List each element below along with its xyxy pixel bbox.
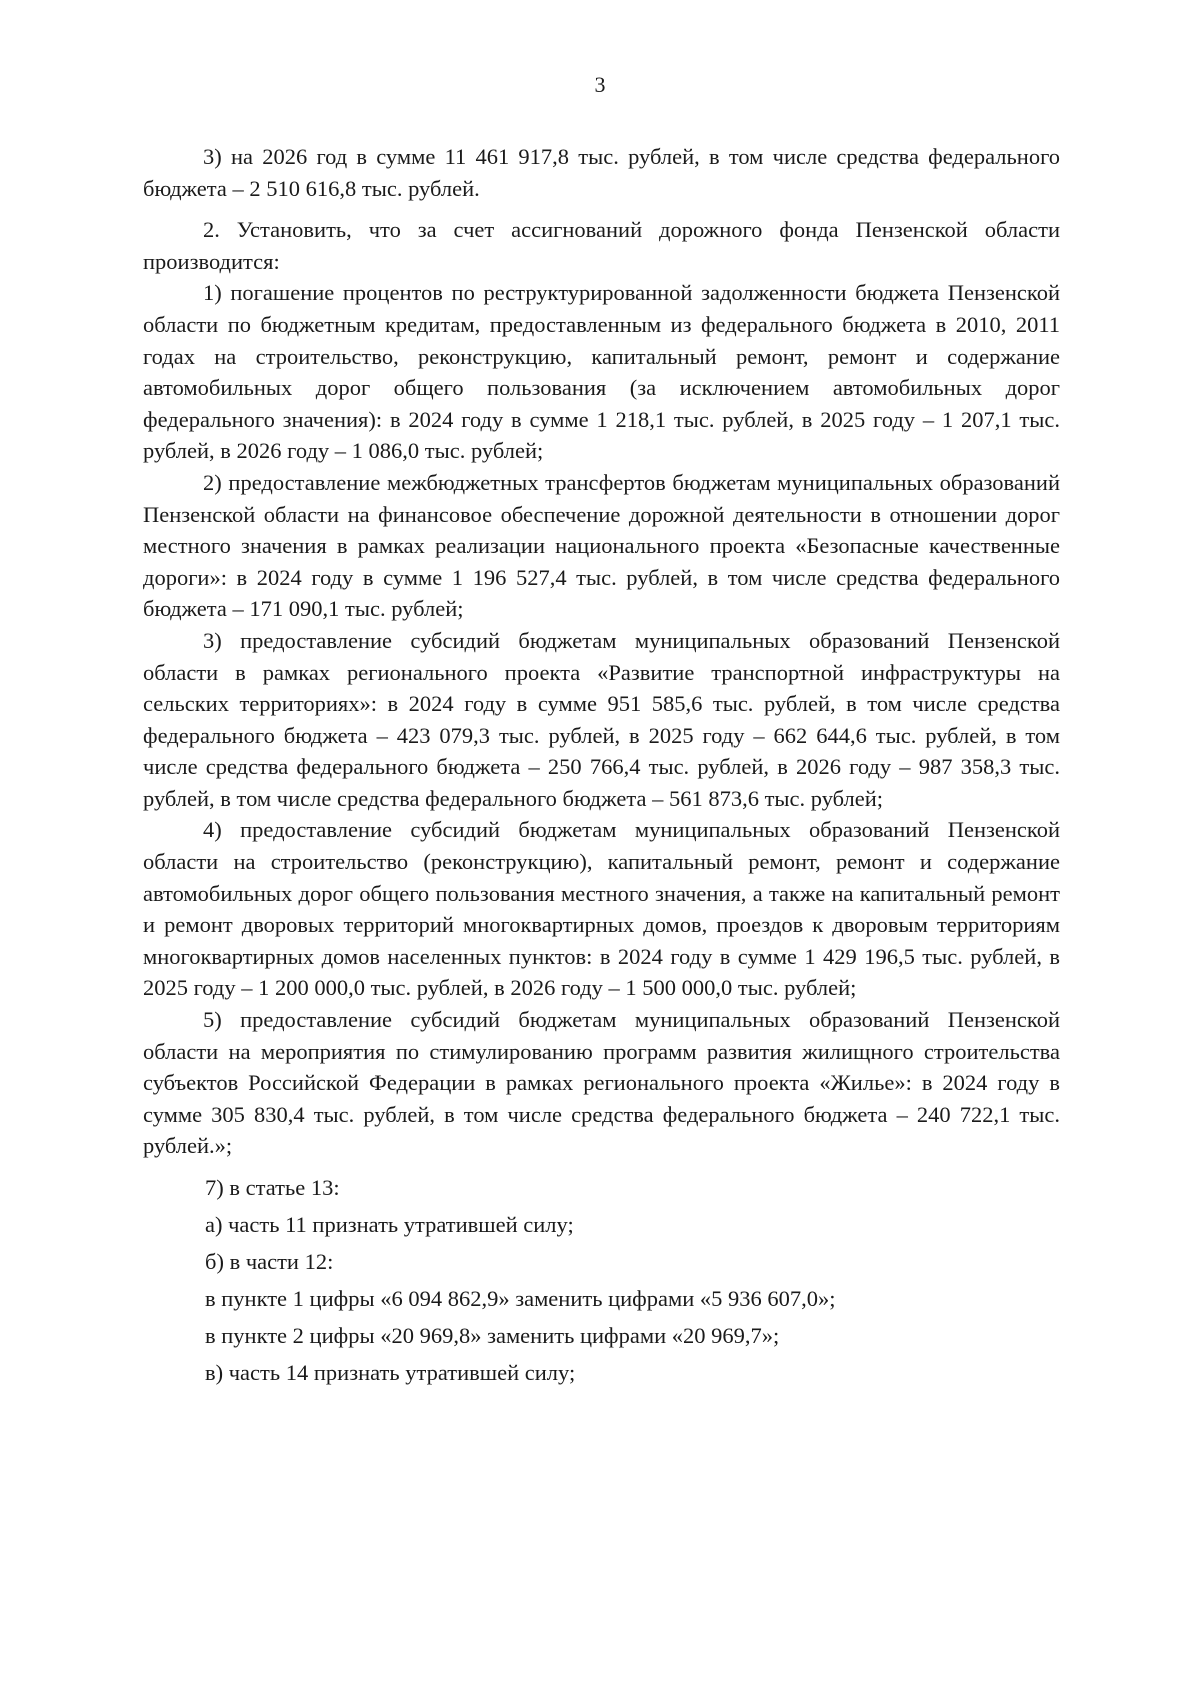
paragraph-item-2-transfers: 2) предоставление межбюджетных трансфертов бюджетам муниципальных образований Пензенской области на финансовое обеспечение дорожной деятельности в отношении дорог местного значения в рамках реализации национального проекта «Безопасные качественные дороги»: в 2024 году в сумме 1 196 527,4 тыс. рублей, в том числе средства федерального бюджета – 171 090,1 тыс. рублей; [143, 469, 1060, 622]
amendment-article-13: 7) в статье 13: [205, 1175, 340, 1200]
page-number: 3 [594, 72, 606, 97]
amendment-point-2: в пункте 2 цифры «20 969,8» заменить цифрами «20 969,7»; [205, 1323, 780, 1349]
amendment-part-12: б) в части 12: [205, 1249, 334, 1275]
paragraph-road-fund-clause: 2. Установить, что за счет ассигнований дорожного фонда Пензенской области производится: [143, 217, 1060, 274]
paragraph-item-5-housing: 5) предоставление субсидий бюджетам муниципальных образований Пензенской области на мероприятия по стимулированию программ развития жилищного строительства субъектов Российской Федерации в рамках регионального проекта «Жилье»: в 2024 году в сумме 305 830,4 тыс. рублей, в том числе средства федерального бюджета – 240 722,1 тыс. рублей.»; [143, 1007, 1060, 1159]
paragraph-budget-2026: 3) на 2026 год в сумме 11 461 917,8 тыс. рублей, в том числе средства федерального бюджета – 2 510 616,8 тыс. рублей. [143, 144, 1060, 201]
amendment-point-1: в пункте 1 цифры «6 094 862,9» заменить цифрами «5 936 607,0»; [205, 1286, 836, 1312]
paragraph-item-3-rural-roads: 3) предоставление субсидий бюджетам муниципальных образований Пензенской области в рамках регионального проекта «Развитие транспортной инфраструктуры на сельских территориях»: в 2024 году в сумме 951 585,6 тыс. рублей, в том числе средства федерального бюджета – 423 079,3 тыс. рублей, в 2025 году – 662 644,6 тыс. рублей, в том числе средства федерального бюджета – 250 766,4 тыс. рублей, в 2026 году – 987 358,3 тыс. рублей, в том числе средства федерального бюджета – 561 873,6 тыс. рублей; [143, 627, 1060, 811]
paragraph-item-1-interest: 1) погашение процентов по реструктурированной задолженности бюджета Пензенской области по бюджетным кредитам, предоставленным из федерального бюджета в 2010, 2011 годах на строительство, реконструкцию, капитальный ремонт, ремонт и содержание автомобильных дорог общего пользования (за исключением автомобильных дорог федерального значения): в 2024 году в сумме 1 218,1 тыс. рублей, в 2025 году – 1 207,1 тыс. рублей, в 2026 году – 1 086,0 тыс. рублей; [143, 280, 1060, 464]
document-body [143, 141, 1060, 1389]
amendment-part-11: а) часть 11 признать утратившей силу; [205, 1212, 574, 1238]
amendment-part-14: в) часть 14 признать утратившей силу; [205, 1360, 576, 1386]
paragraph-item-4-municipal-roads: 4) предоставление субсидий бюджетам муниципальных образований Пензенской области на строительство (реконструкцию), капитальный ремонт, ремонт и содержание автомобильных дорог общего пользования местного значения, а также на капитальный ремонт и ремонт дворовых территорий многоквартирных домов, проездов к дворовым территориям многоквартирных домов населенных пунктов: в 2024 году в сумме 1 429 196,5 тыс. рублей, в 2025 году – 1 200 000,0 тыс. рублей, в 2026 году – 1 500 000,0 тыс. рублей; [143, 817, 1060, 1001]
